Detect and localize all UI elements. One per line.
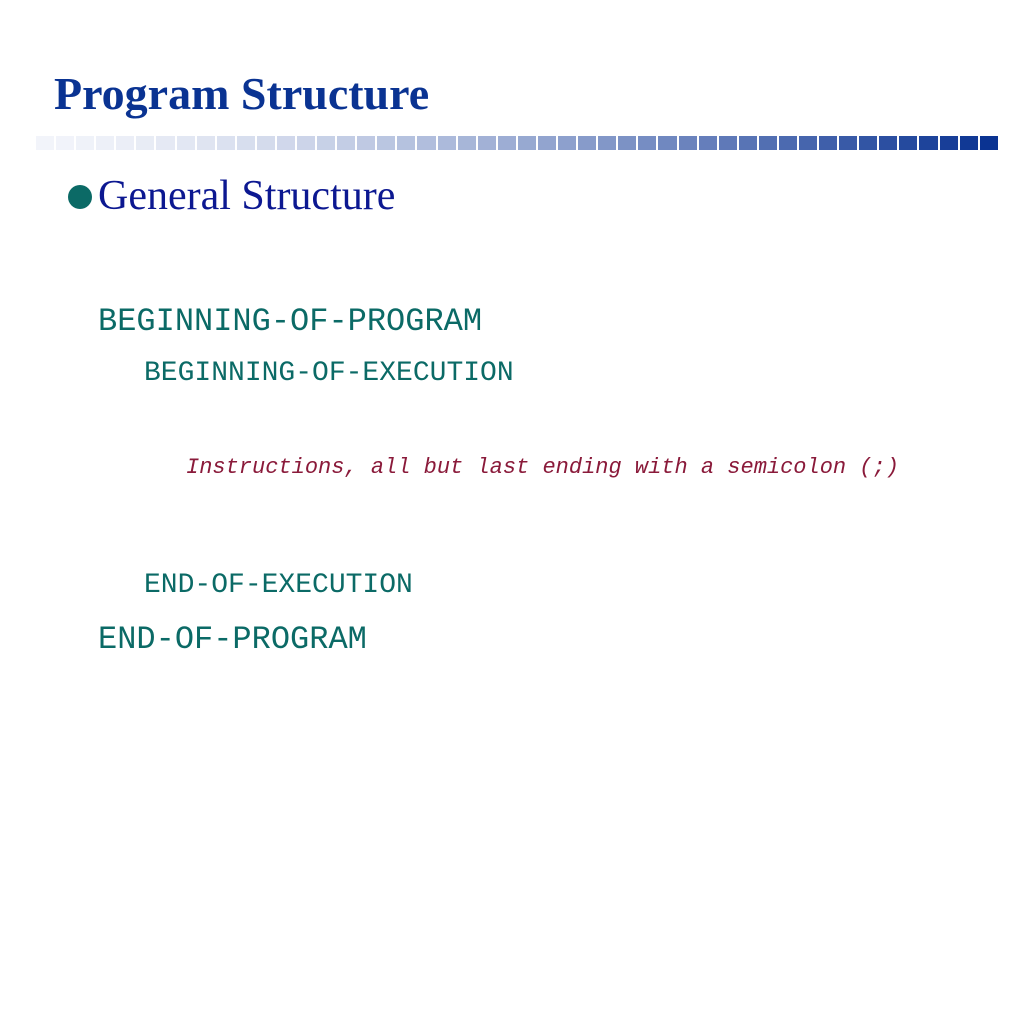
divider-segment [518,136,536,150]
divider-segment [819,136,837,150]
code-end-execution: END-OF-EXECUTION [144,570,413,601]
divider-segment [56,136,74,150]
divider-segment [558,136,576,150]
divider-segment [136,136,154,150]
divider-segment [337,136,355,150]
divider-segment [197,136,215,150]
divider-segment [458,136,476,150]
divider-segment [779,136,797,150]
bullet-text: General Structure [98,173,396,219]
slide-title: Program Structure [54,68,430,119]
divider-segment [980,136,998,150]
divider-segment [397,136,415,150]
divider-segment [940,136,958,150]
divider-segment [377,136,395,150]
divider-segment [839,136,857,150]
divider-segment [598,136,616,150]
divider-segment [719,136,737,150]
divider-segment [759,136,777,150]
divider-segment [277,136,295,150]
divider-segment [538,136,556,150]
title-divider-bar [36,136,998,150]
divider-segment [156,136,174,150]
divider-segment [919,136,937,150]
divider-segment [578,136,596,150]
divider-segment [237,136,255,150]
divider-segment [438,136,456,150]
divider-segment [317,136,335,150]
divider-segment [899,136,917,150]
divider-segment [478,136,496,150]
bullet-item [68,170,395,222]
code-begin-program: BEGINNING-OF-PROGRAM [98,303,483,340]
divider-segment [960,136,978,150]
divider-segment [658,136,676,150]
divider-segment [177,136,195,150]
divider-segment [357,136,375,150]
divider-segment [618,136,636,150]
divider-segment [638,136,656,150]
divider-segment [699,136,717,150]
divider-segment [739,136,757,150]
divider-segment [116,136,134,150]
divider-segment [498,136,516,150]
divider-segment [76,136,94,150]
bullet-dot-icon [68,185,92,209]
code-begin-execution: BEGINNING-OF-EXECUTION [144,358,514,389]
code-end-program: END-OF-PROGRAM [98,621,367,658]
divider-segment [859,136,877,150]
divider-segment [217,136,235,150]
divider-segment [36,136,54,150]
code-instructions: Instructions, all but last ending with a semicolon (;) [186,455,899,480]
divider-segment [679,136,697,150]
divider-segment [879,136,897,150]
divider-segment [96,136,114,150]
divider-segment [297,136,315,150]
divider-segment [257,136,275,150]
divider-segment [799,136,817,150]
divider-segment [417,136,435,150]
